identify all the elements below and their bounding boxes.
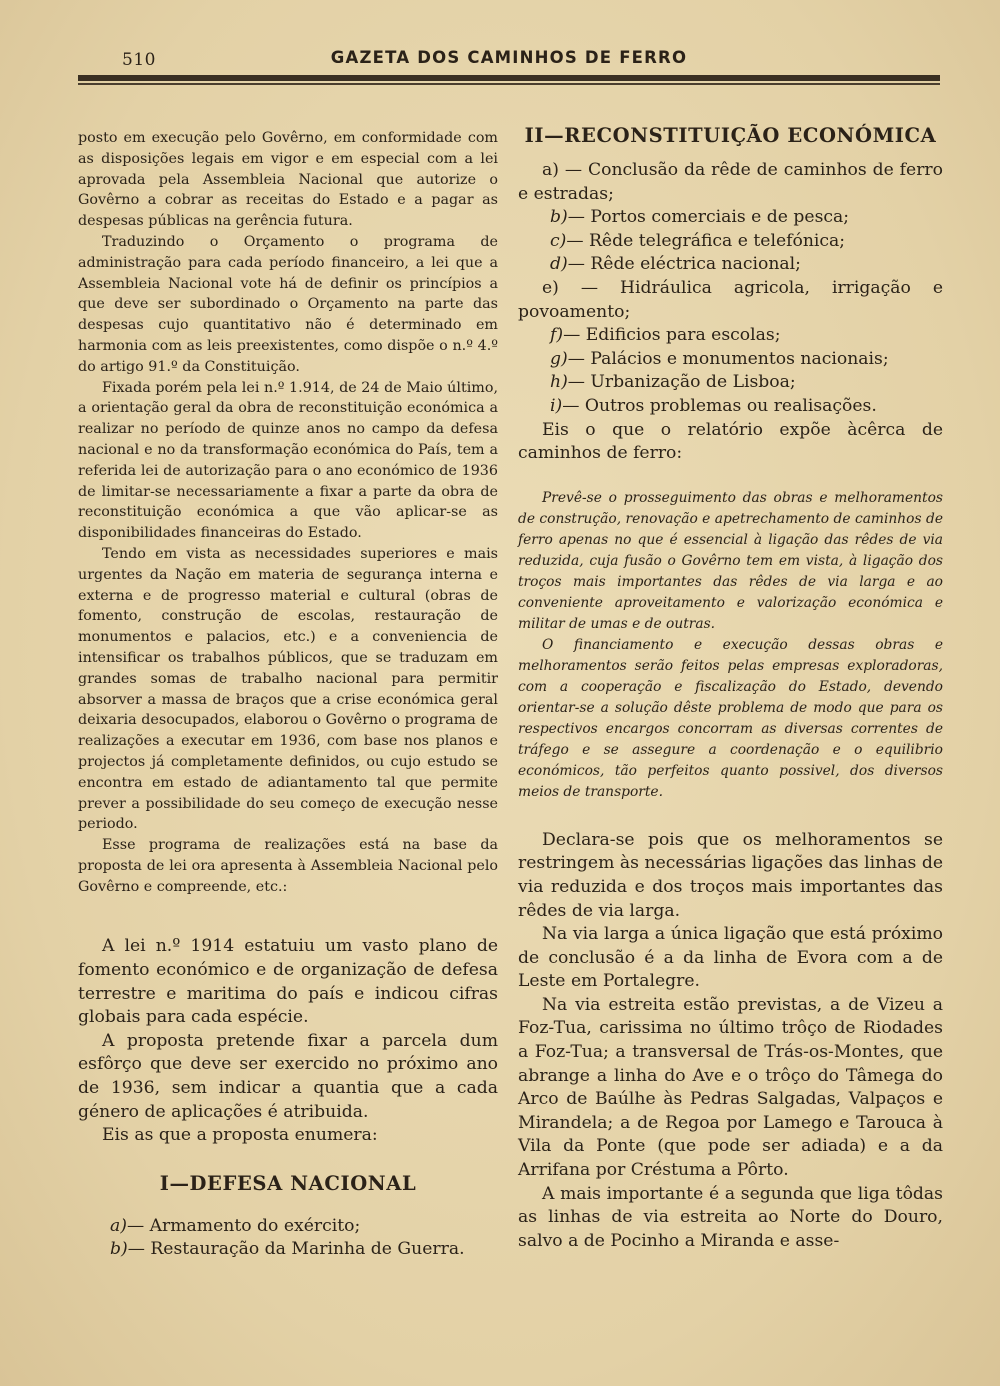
spacer xyxy=(518,803,943,829)
list-item xyxy=(518,230,943,254)
paragraph: A mais importante é a segunda que liga tôdas as linhas de via estreita ao Norte do Douro, salvo a de Pocinho a Miranda e asse- xyxy=(518,1183,943,1251)
paragraph: Traduzindo o Orçamento o programa de administração para cada período financeiro, a lei que a Assembleia Nacional vote há de definir os princípios a que deve ser subordinado o Orçamento na parte das despesas cujo quantitativo não é determinado em harmonia com as leis preexistentes, como dispõe o n.º 4.º do artigo 91.º da Constituição. xyxy=(78,233,498,375)
list-item-a: a) — Conclusão da rêde de caminhos de ferro e estradas; xyxy=(518,160,943,204)
item-letter: b) xyxy=(550,207,568,228)
spacer xyxy=(518,466,943,488)
list-item xyxy=(518,206,943,230)
paragraph: Eis as que a proposta enumera: xyxy=(102,1125,378,1146)
item-letter: b) xyxy=(110,1239,128,1260)
section-heading-reconstituicao: II—RECONSTITUIÇÃO ECONÓMICA xyxy=(524,124,937,147)
item-letter: d) xyxy=(550,254,568,275)
item-letter: i) xyxy=(550,395,563,416)
section-heading-defesa: I—DEFESA NACIONAL xyxy=(159,1171,417,1195)
paragraph: Na via larga a única ligação que está próximo de conclusão é a da linha de Evora com a de Leste em Portalegre. xyxy=(518,924,943,992)
right-column xyxy=(518,124,943,1253)
item-letter: f) xyxy=(550,325,564,346)
item-text: — Edificios para escolas; xyxy=(563,325,781,346)
page-number: 510 xyxy=(122,50,156,70)
paragraph: Declara-se pois que os melhoramentos se restringem às necessárias ligações das linhas de via reduzida e dos troços mais importantes das rêdes de via larga. xyxy=(518,829,943,921)
paragraph: Na via estreita estão previstas, a de Vizeu a Foz-Tua, carissima no último trôço de Riodades a Foz-Tua; a transversal de Trás-os-Montes, que abrange a linha do Ave e o trôço do Tâmega do Arco de Baúlhe às Pedras Salgadas, Valpaços e Mirandela; a de Regoa por Lamego e Tarouca à Vila da Ponte (que pode ser adiada) e a da Arrifana por Créstuma a Pôrto. xyxy=(518,994,943,1181)
item-letter: g) xyxy=(550,348,568,369)
item-text: — Rêde eléctrica nacional; xyxy=(567,254,801,275)
item-letter: c) xyxy=(550,230,567,251)
list-item xyxy=(78,1238,498,1262)
paragraph: A lei n.º 1914 estatuiu um vasto plano de fomento económico e de organização de defesa terrestre e maritima do país e indicou cifras globais para cada espécie. xyxy=(78,936,498,1028)
list-item-e: e) — Hidráulica agricola, irrigação e povoamento; xyxy=(518,277,943,322)
spacer xyxy=(518,147,943,159)
list-item xyxy=(518,395,943,419)
item-text: — Portos comerciais e de pesca; xyxy=(567,207,850,228)
running-title: GAZETA DOS CAMINHOS DE FERRO xyxy=(330,48,688,67)
item-text: — Armamento do exército; xyxy=(126,1215,361,1236)
item-text: — Urbanização de Lisboa; xyxy=(567,372,796,393)
paragraph: Eis o que o relatório expõe àcêrca de caminhos de ferro: xyxy=(518,419,943,464)
item-text: — Outros problemas ou realisações. xyxy=(562,395,877,416)
list-item xyxy=(518,348,943,372)
list-item xyxy=(518,371,943,395)
quoted-paragraph: O financiamento e execução dessas obras e melhoramentos serão feitos pelas empresas exploradoras, com a cooperação e fiscalização do Estado, devendo orientar-se a solução dêste problema de modo que para os respectivos encargos concorram as diversas correntes de tráfego e se assegure a coordenação e o equilibrio económicos, tão perfeitos quanto possivel, dos diversos meios de transporte. xyxy=(518,636,943,800)
header-rule-thin xyxy=(78,83,940,85)
spacer xyxy=(78,1195,498,1215)
paragraph: Fixada porém pela lei n.º 1.914, de 24 de Maio último, a orientação geral da obra de reconstituição económica a realizar no período de quinze anos no campo da defesa nacional e no da transformação económica do País, tem a referida lei de autorização para o ano económico de 1936 de limitar-se necessariamente a fixar a parte da obra de reconstituição económica a que vão aplicar-se as disponibilidades financeiras do Estado. xyxy=(78,379,498,542)
item-letter: h) xyxy=(550,372,568,393)
spacer xyxy=(78,897,498,935)
list-item xyxy=(78,1215,498,1239)
spacer xyxy=(78,1148,498,1172)
page-header xyxy=(78,46,940,72)
list-item xyxy=(518,324,943,348)
paragraph: posto em execução pelo Govêrno, em conformidade com as disposições legais em vigor e em especial com a lei aprovada pela Assembleia Nacional que autorize o Govêrno a cobrar as receitas do Estado e a pagar as despesas públicas na gerência futura. xyxy=(78,130,498,230)
header-rule-thick xyxy=(78,75,940,81)
item-letter: a) xyxy=(110,1215,127,1236)
paragraph: Esse programa de realizações está na base da proposta de lei ora apresenta à Assembleia Nacional pelo Govêrno e compreende, etc.: xyxy=(78,837,498,895)
quoted-paragraph: Prevê-se o prosseguimento das obras e melhoramentos de construção, renovação e apetrechamento de caminhos de ferro apenas no que é essencial à ligação das rêdes de via reduzida, cuja fusão o Govêrno tem em vista, à ligação dos troços mais importantes das rêdes de via larga e ao conveniente aproveitamento e valorização económica e militar de umas e de outras. xyxy=(518,489,943,632)
item-text: — Restauração da Marinha de Guerra. xyxy=(127,1239,465,1260)
paragraph: Tendo em vista as necessidades superiores e mais urgentes da Nação em materia de segurança interna e externa e de progresso material e cultural (obras de fomento, construção de escolas, restauração de monumentos e palacios, etc.) e a conveniencia de intensificar os trabalhos públicos, que se traduzam em grandes somas de trabalho nacional para permitir absorver a massa de braços que a crise económica geral deixaria desocupados, elaborou o Govêrno o programa de realizações a executar em 1936, com base nos planos e projectos já completamente definidos, ou cujo estudo se encontra em estado de adiantamento tal que permite prever a possibilidade do seu começo de execução nesse periodo. xyxy=(78,545,498,833)
item-text: — Palácios e monumentos nacionais; xyxy=(567,348,889,369)
item-text: — Rêde telegráfica e telefónica; xyxy=(566,230,846,251)
left-column xyxy=(78,128,498,1262)
list-item xyxy=(518,253,943,277)
paragraph: A proposta pretende fixar a parcela dum esfôrço que deve ser exercido no próximo ano de 1936, sem indicar a quantia que a cada género de aplicações é atribuida. xyxy=(78,1030,498,1122)
